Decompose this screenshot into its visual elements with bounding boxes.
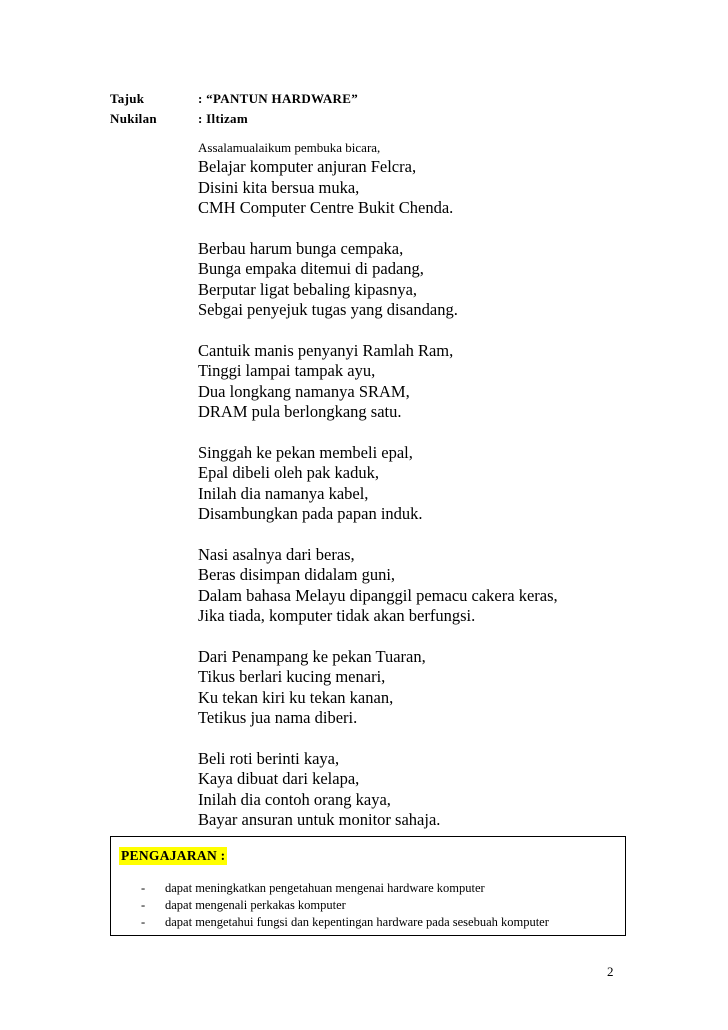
poem-line: Inilah dia namanya kabel, xyxy=(198,483,369,503)
lesson-item xyxy=(141,880,549,897)
poem-line: Berputar ligat bebaling kipasnya, xyxy=(198,279,418,299)
stanza-gap xyxy=(198,525,558,545)
title-label: Tajuk xyxy=(110,91,145,106)
stanza-gap xyxy=(198,321,558,341)
lesson-box xyxy=(110,836,626,936)
poem-line: Tinggi lampai tampak ayu, xyxy=(198,361,376,380)
lesson-item-text: dapat mengetahui fungsi dan kepentingan hardware pada sesebuah komputer xyxy=(165,915,549,929)
poem-line: Cantuik manis penyanyi Ramlah Ram, xyxy=(198,340,454,360)
poem-stanza xyxy=(198,545,558,627)
page-number: 2 xyxy=(607,964,614,979)
poem-line: Kaya dibuat dari kelapa, xyxy=(198,769,360,788)
author-label: Nukilan xyxy=(110,111,157,126)
poem-line: Beras disimpan didalam guni, xyxy=(198,565,396,584)
poem-line: Singgah ke pekan membeli epal, xyxy=(198,442,413,462)
document-metadata xyxy=(110,89,358,129)
poem-line: CMH Computer Centre Bukit Chenda. xyxy=(198,198,454,217)
author-row xyxy=(110,109,358,129)
poem-line: Epal dibeli oleh pak kaduk, xyxy=(198,463,379,482)
poem-stanza xyxy=(198,139,558,219)
poem-stanza xyxy=(198,749,558,831)
poem-line: Dua longkang namanya SRAM, xyxy=(198,381,410,401)
lesson-item xyxy=(141,914,549,931)
stanza-gap xyxy=(198,219,558,239)
lesson-item-text: dapat meningkatkan pengetahuan mengenai hardware komputer xyxy=(165,881,485,895)
poem-stanza xyxy=(198,647,558,729)
poem-stanza xyxy=(198,443,558,525)
poem-line: Berbau harum bunga cempaka, xyxy=(198,238,404,258)
title-row xyxy=(110,89,358,109)
poem-line: Tikus berlari kucing menari, xyxy=(198,667,386,686)
stanza-gap xyxy=(198,627,558,647)
poem-line: Assalamualaikum pembuka bicara, xyxy=(198,140,381,155)
author-value: : Iltizam xyxy=(198,111,248,126)
lesson-item xyxy=(141,897,549,914)
poem-stanza xyxy=(198,341,558,423)
lesson-list xyxy=(141,880,549,931)
stanza-gap xyxy=(198,423,558,443)
lesson-item-text: dapat mengenali perkakas komputer xyxy=(165,898,346,912)
poem-line: Inilah dia contoh orang kaya, xyxy=(198,789,391,809)
bullet-dash: - xyxy=(141,915,146,929)
poem-line: Nasi asalnya dari beras, xyxy=(198,544,355,564)
poem-line: Jika tiada, komputer tidak akan berfungsi. xyxy=(198,606,476,625)
poem-line: Belajar komputer anjuran Felcra, xyxy=(198,157,417,176)
title-value: : “PANTUN HARDWARE” xyxy=(198,91,359,106)
poem-line: Disambungkan pada papan induk. xyxy=(198,504,423,523)
poem-line: DRAM pula berlongkang satu. xyxy=(198,402,402,421)
stanza-gap xyxy=(198,729,558,749)
poem-line: Bunga empaka ditemui di padang, xyxy=(198,259,424,278)
poem-body xyxy=(198,139,558,831)
lesson-title: PENGAJARAN : xyxy=(121,848,226,863)
poem-line: Dalam bahasa Melayu dipanggil pemacu cakera keras, xyxy=(198,585,558,605)
poem-line: Sebgai penyejuk tugas yang disandang. xyxy=(198,300,458,319)
poem-line: Dari Penampang ke pekan Tuaran, xyxy=(198,646,426,666)
poem-line: Ku tekan kiri ku tekan kanan, xyxy=(198,687,394,707)
bullet-dash: - xyxy=(141,881,146,895)
poem-line: Tetikus jua nama diberi. xyxy=(198,708,358,727)
poem-stanza xyxy=(198,239,558,321)
poem-line: Bayar ansuran untuk monitor sahaja. xyxy=(198,810,441,829)
bullet-dash: - xyxy=(141,898,146,912)
poem-line: Beli roti berinti kaya, xyxy=(198,748,340,768)
poem-line: Disini kita bersua muka, xyxy=(198,177,360,197)
